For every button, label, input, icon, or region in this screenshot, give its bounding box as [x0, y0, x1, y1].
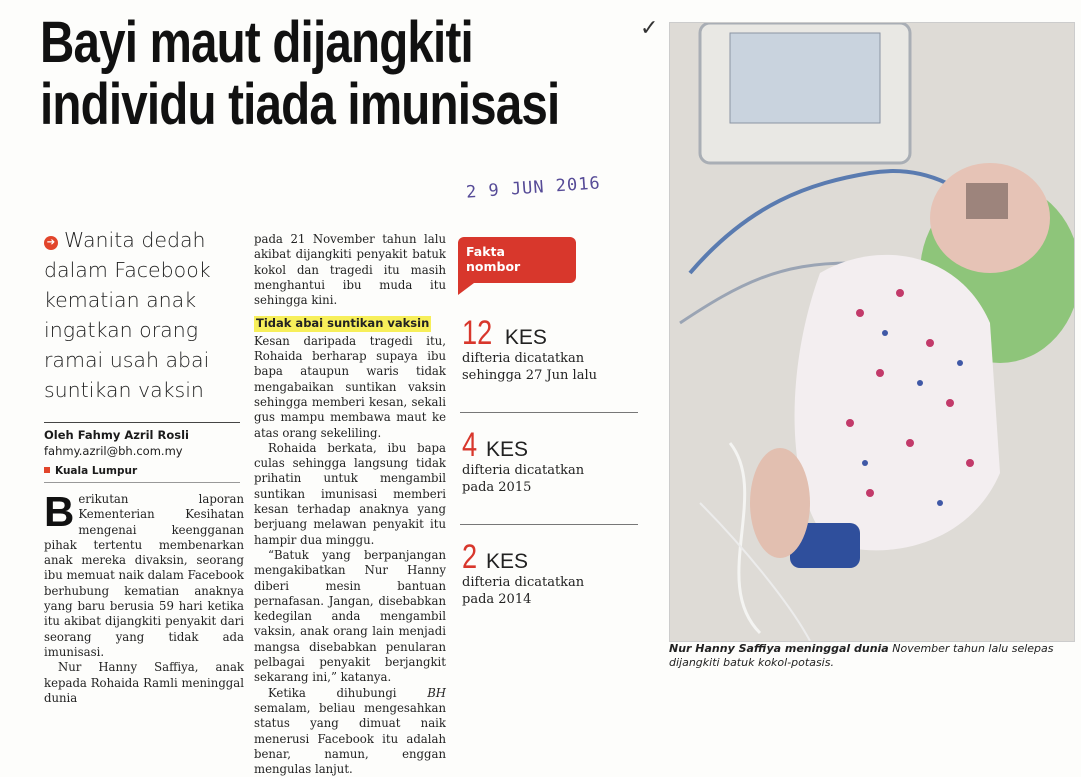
dateline-location — [44, 465, 137, 477]
caption-bold: Nur Hanny Saffiya meninggal dunia — [669, 642, 889, 655]
fact-divider — [460, 524, 638, 525]
fakta-label-line-2: nombor — [466, 259, 521, 274]
stat-description — [462, 462, 584, 496]
date-stamp: 2 9 JUN 2016 — [465, 173, 602, 203]
byline-divider-bottom — [44, 482, 240, 483]
paragraph — [44, 488, 244, 660]
dropcap: B — [44, 488, 75, 535]
paragraph-text: erikutan laporan Kementerian Kesihatan mengenai keengganan pihak tertentu membenarkan anak mereka divaksin, seorang ibu memuat naik dalam Facebook berhubung kematian anaknya yang baru berusia 59 hari ketika itu akibat dijangkiti penyakit dari seorang yang tidak ada imunisasi. — [44, 492, 244, 659]
photo-caption — [669, 642, 1073, 670]
standfirst-text: Wanita dedah dalam Facebook kematian anak ingatkan orang ramai usah abai suntikan vaksin — [44, 228, 211, 402]
paragraph: “Batuk yang berpanjangan mengakibatkan Nur Hanny diberi mesin bantuan pernafasan. Jangan, disebabkan kedegilan anda mengambil vaksin, anak orang lain menjadi mangsa disebabkan penularan pelbagai penyakit berjangkit sekarang ini,” katanya. — [254, 547, 446, 685]
stat-number: 12 — [462, 314, 493, 352]
stat-block-2 — [462, 428, 584, 496]
stat-block-3 — [462, 540, 584, 608]
publication-name: BH — [427, 685, 446, 700]
stat-description — [462, 350, 597, 384]
stat-description-line: difteria dicatatkan — [462, 575, 585, 590]
author-email: fahmy.azril@bh.com.my — [44, 444, 183, 458]
corner-check-mark: ✓ — [640, 16, 659, 41]
stat-number: 2 — [462, 538, 478, 576]
stat-number: 4 — [462, 426, 478, 464]
fakta-label — [466, 244, 520, 274]
paragraph — [254, 686, 446, 777]
stat-description-line: sehingga 27 Jun lalu — [462, 368, 597, 383]
stat-description-line: difteria dicatatkan — [462, 351, 585, 366]
article-column-2 — [254, 232, 446, 777]
headline — [40, 10, 560, 137]
byline-divider — [44, 422, 240, 423]
photo-illustration — [670, 23, 1074, 641]
byline: Oleh Fahmy Azril Rosli — [44, 428, 189, 442]
location-text: Kuala Lumpur — [55, 465, 138, 477]
square-bullet-icon — [44, 467, 50, 473]
paragraph: pada 21 November tahun lalu akibat dijangkiti penyakit batuk kokol dan tragedi itu masih menghantui ibu muda itu sehingga kini. — [254, 232, 446, 308]
headline-line-1: Bayi maut dijangkiti — [40, 10, 473, 75]
stat-unit: KES — [486, 438, 529, 461]
arrow-bullet-icon: ➔ — [44, 236, 58, 250]
stat-description-line: pada 2015 — [462, 480, 532, 495]
caption-text: November tahun lalu selepas dijangkiti batuk kokol-potasis. — [669, 642, 1054, 669]
stat-unit: KES — [486, 550, 529, 573]
stat-description-line: difteria dicatatkan — [462, 463, 585, 478]
paragraph-text: semalam, beliau mengesahkan status yang dimuat naik menerusi Facebook itu adalah benar, namun, enggan mengulas lanjut. — [254, 700, 446, 777]
paragraph-text: Ketika dihubungi — [268, 685, 428, 700]
article-column-1 — [44, 488, 244, 706]
stat-block-1 — [462, 316, 597, 384]
stat-unit: KES — [504, 326, 547, 349]
paragraph: Nur Hanny Saffiya, anak kepada Rohaida Ramli meninggal dunia — [44, 660, 244, 705]
fakta-label-line-1: Fakta — [466, 244, 505, 259]
fact-divider — [460, 412, 638, 413]
paragraph: Rohaida berkata, ibu bapa culas sehingga langsung tidak prihatin untuk mengambil suntikan imunisasi memberi kesan terhadap anaknya yang berjuang melawan penyakit itu hampir dua minggu. — [254, 440, 446, 547]
headline-line-2: individu tiada imunisasi — [40, 72, 560, 137]
stat-description — [462, 574, 584, 608]
paragraph: Kesan daripada tragedi itu, Rohaida berharap supaya ibu bapa ataupun waris tidak mengabaikan suntikan vaksin sehingga memberi kesan, sekali gus mampu membawa maut ke atas orang sekeliling. — [254, 333, 446, 440]
standfirst — [44, 225, 244, 405]
stat-description-line: pada 2014 — [462, 592, 532, 607]
subheading: Tidak abai suntikan vaksin — [256, 316, 430, 331]
baby-hospital-photo — [669, 22, 1075, 642]
